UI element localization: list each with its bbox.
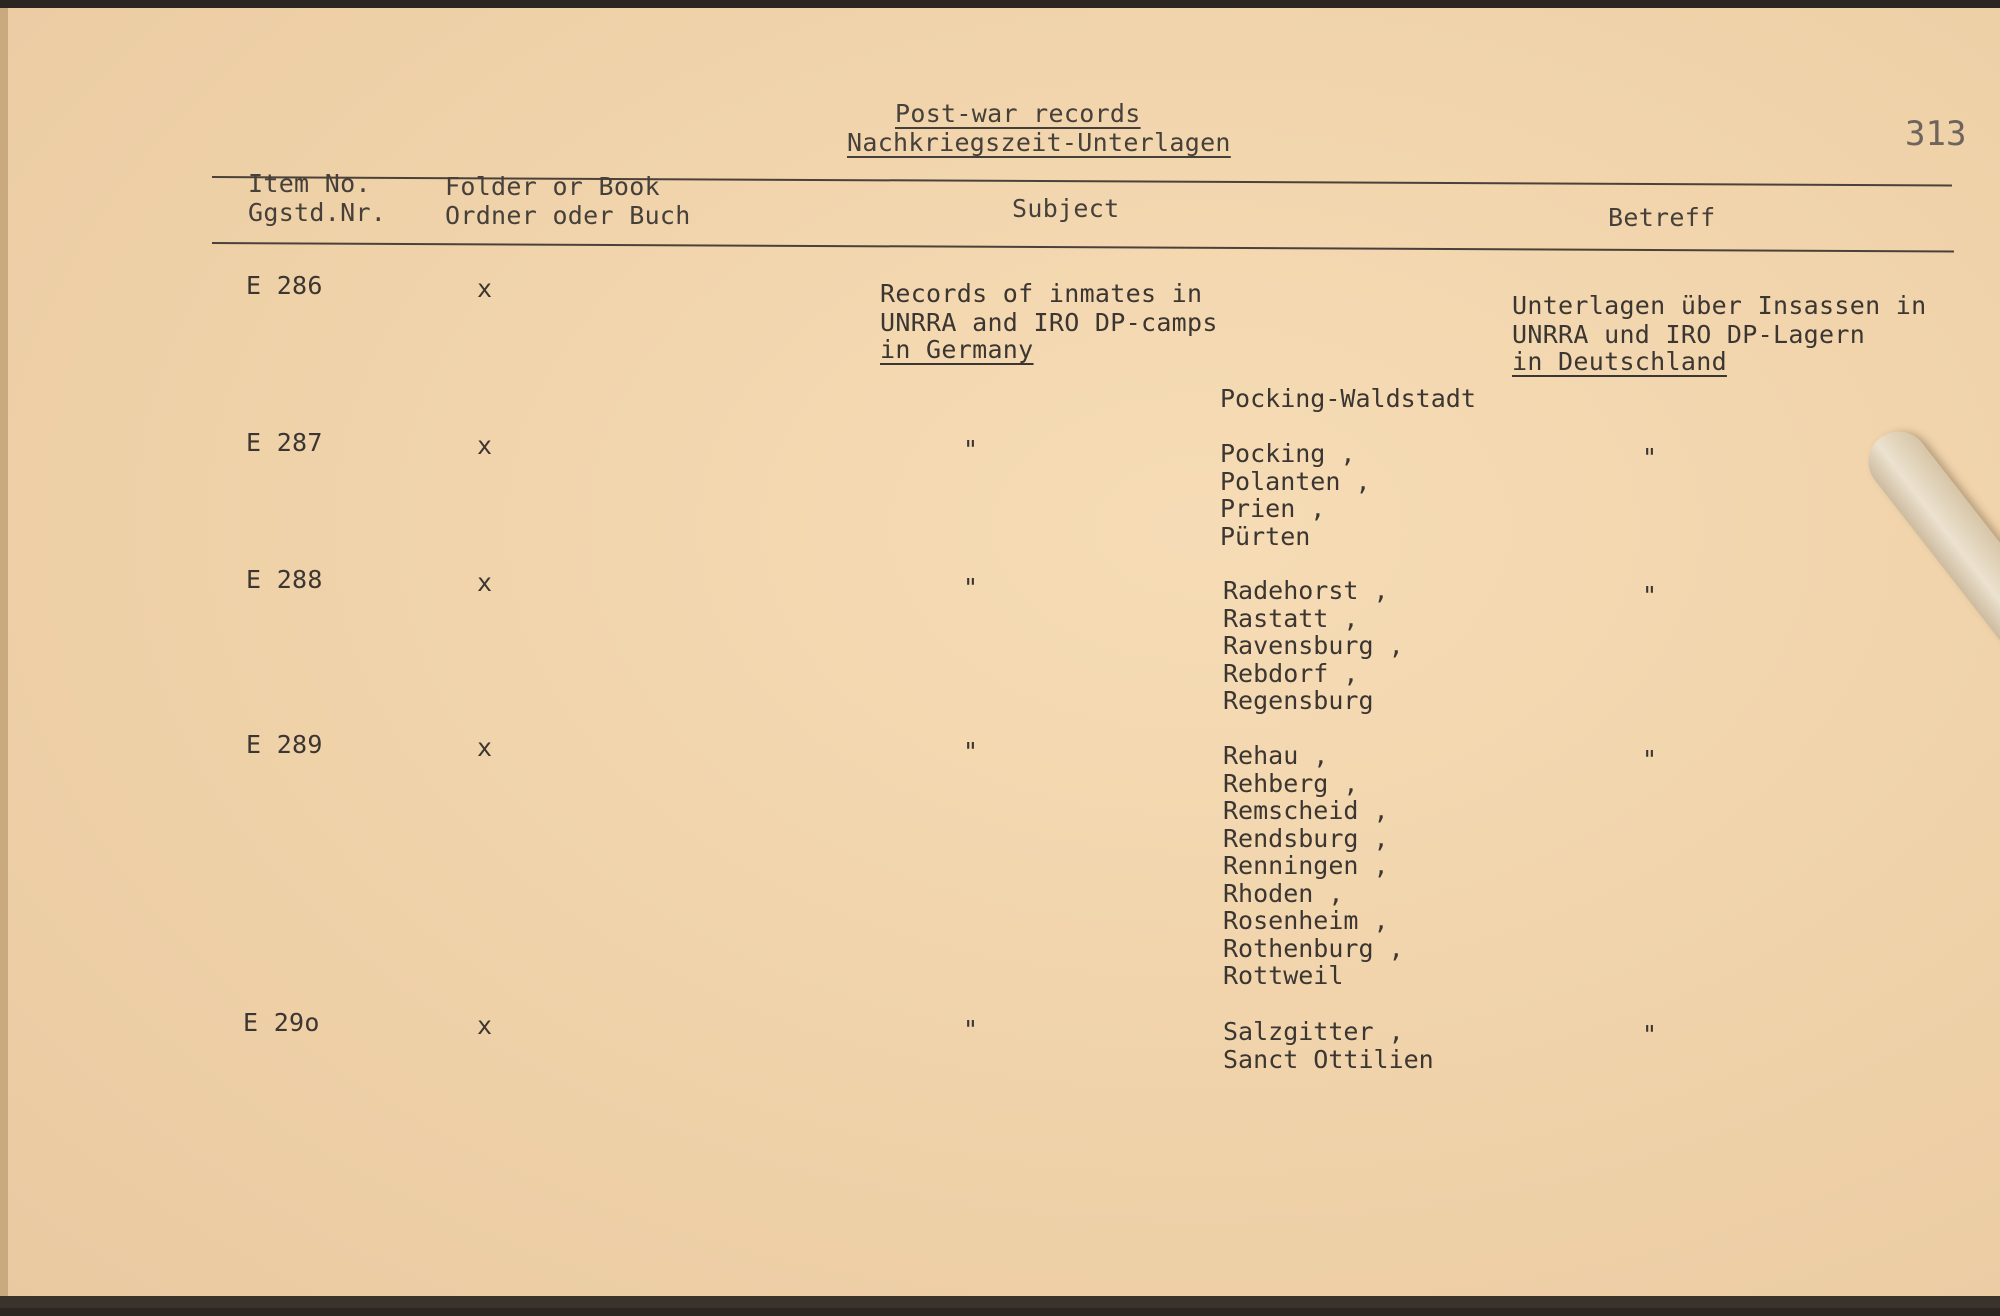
- subject-intro-line-3: in Germany: [880, 335, 1034, 364]
- camp-name: Sanct Ottilien: [1223, 1044, 1434, 1074]
- folder-mark: x: [477, 431, 493, 460]
- camp-name: Renningen ,: [1223, 851, 1389, 880]
- camp-name: Prien ,: [1220, 494, 1326, 523]
- camp-name: Rastatt ,: [1223, 603, 1359, 633]
- subject-ditto-mark: ": [963, 573, 979, 602]
- subject-ditto-mark: ": [963, 435, 979, 464]
- item-number: E 286: [246, 271, 323, 300]
- title-german: Nachkriegszeit-Unterlagen: [847, 128, 1231, 157]
- camp-name: Pürten: [1220, 521, 1311, 551]
- subject-intro-line-2: UNRRA and IRO DP-camps: [880, 308, 1218, 337]
- camp-name: Salzgitter ,: [1223, 1017, 1404, 1046]
- betreff-intro-line-1: Unterlagen über Insassen in: [1512, 291, 1927, 320]
- camp-name: Polanten ,: [1220, 466, 1371, 496]
- camp-name: Rottweil: [1223, 961, 1344, 990]
- tweezers-tip: [1856, 420, 2000, 756]
- folder-mark: x: [477, 274, 493, 303]
- folder-mark: x: [477, 568, 493, 597]
- item-number: E 29o: [243, 1008, 320, 1037]
- camp-name: Radehorst ,: [1223, 576, 1389, 605]
- camp-name: Rothenburg ,: [1223, 933, 1404, 963]
- camp-name: Rendsburg ,: [1223, 823, 1389, 853]
- page-number: 313: [1905, 114, 1967, 154]
- column-header-subject: Subject: [1012, 194, 1120, 223]
- camp-list: [1220, 440, 1371, 550]
- page-edge-bottom: [0, 1296, 2000, 1308]
- camp-name: Pocking ,: [1220, 439, 1356, 468]
- camp-name: Rebdorf ,: [1223, 658, 1359, 688]
- camp-name: Rehberg ,: [1223, 768, 1359, 798]
- column-header-betreff: Betreff: [1608, 203, 1716, 232]
- folder-mark: x: [477, 733, 493, 762]
- camp-list: [1220, 385, 1476, 413]
- betreff-ditto-mark: ": [1642, 1020, 1658, 1049]
- subject-intro-line-1: Records of inmates in: [880, 279, 1203, 308]
- folder-mark: x: [477, 1011, 493, 1040]
- camp-list: [1223, 577, 1404, 715]
- camp-name: Rosenheim ,: [1223, 906, 1389, 935]
- header-rule-bottom: [212, 242, 1954, 253]
- column-header-folder-en: Folder or Book: [445, 172, 660, 201]
- subject-ditto-mark: ": [963, 737, 979, 766]
- camp-name: Pocking-Waldstadt: [1220, 384, 1476, 413]
- item-number: E 288: [246, 565, 323, 594]
- betreff-intro-line-3: in Deutschland: [1512, 347, 1727, 376]
- camp-name: Remscheid ,: [1223, 796, 1389, 825]
- betreff-ditto-mark: ": [1642, 581, 1658, 610]
- camp-name: Rhoden ,: [1223, 878, 1344, 908]
- betreff-intro-line-2: UNRRA und IRO DP-Lagern: [1512, 320, 1866, 349]
- item-number: E 289: [246, 730, 323, 759]
- title-english: Post-war records: [895, 99, 1141, 128]
- item-number: E 287: [246, 428, 323, 457]
- camp-name: Regensburg: [1223, 686, 1374, 715]
- column-header-item-en: Item No.: [248, 169, 371, 198]
- betreff-ditto-mark: ": [1642, 745, 1658, 774]
- column-header-item-de: Ggstd.Nr.: [248, 198, 387, 227]
- betreff-ditto-mark: ": [1642, 443, 1658, 472]
- subject-ditto-mark: ": [963, 1015, 979, 1044]
- camp-list: [1223, 1018, 1434, 1073]
- document-page: [0, 8, 2000, 1308]
- column-header-folder-de: Ordner oder Buch: [445, 201, 691, 230]
- camp-name: Rehau ,: [1223, 741, 1329, 770]
- camp-list: [1223, 742, 1404, 990]
- page-edge-left: [0, 8, 8, 1308]
- camp-name: Ravensburg ,: [1223, 631, 1404, 660]
